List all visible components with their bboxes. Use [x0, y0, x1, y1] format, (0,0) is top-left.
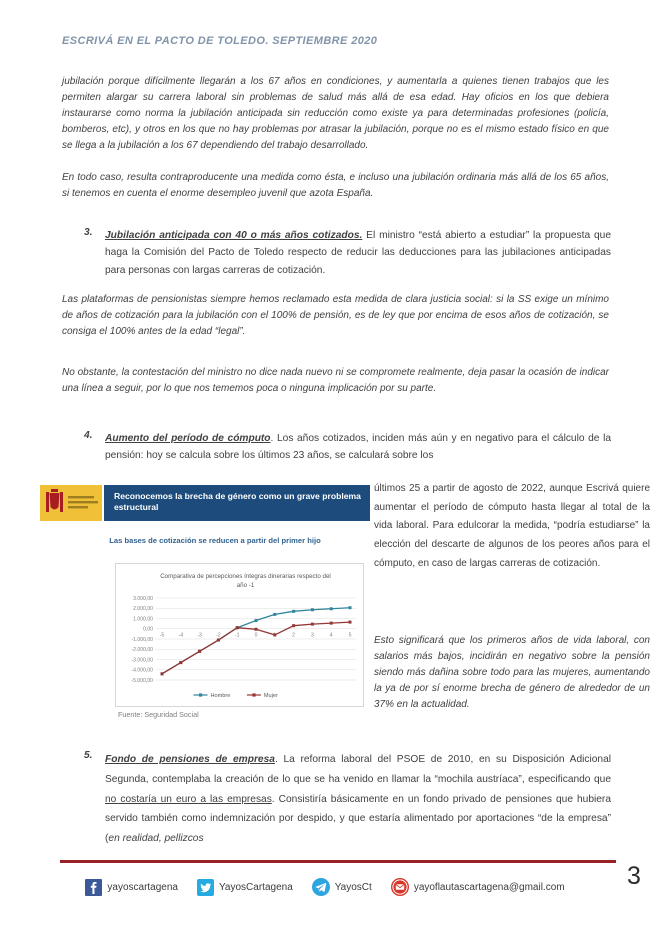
facebook-icon: [85, 879, 102, 896]
list-item-3-number: 3.: [84, 227, 93, 238]
svg-text:-4.000,00: -4.000,00: [131, 667, 153, 674]
list-item-4-text: . Los años cotizados, inciden más aún y en negativo para el cálculo de la pensión: hoy se calcula sobre los últimos 23 años, se calculará sobre los: [105, 433, 612, 462]
page-number: 3: [627, 862, 641, 890]
svg-text:-1: -1: [234, 632, 240, 639]
svg-text:-2.000,00: -2.000,00: [131, 647, 153, 654]
item-4-italic-note: Esto significará que los primeros años de vida laboral, con salarios más bajos, incidirán en negativo sobre la pensión siendo más dañina sobre todo para las mujeres, aumentando la ya de por sí enorme brecha de género de alrededor de un 37% en la actualidad.: [374, 635, 650, 710]
footer-divider-rule: [60, 860, 616, 863]
list-item-5-italic-tail: en realidad, pellizcos: [108, 833, 204, 845]
paragraph-plataformas: Las plataformas de pensionistas siempre hemos reclamado esta medida de clara justicia social: si la SS exige un mínimo de años de cotización para la jubilación con el 100% de pensión, es de ley que por encima de esos años de cotización, se consiga el 100% antes de la edad “legal”.: [62, 294, 609, 337]
facebook-link[interactable]: [85, 879, 178, 896]
svg-text:-3: -3: [197, 632, 202, 639]
list-item-4-number: 4.: [84, 430, 93, 441]
svg-text:3.000,00: 3.000,00: [133, 595, 153, 602]
twitter-icon: [197, 879, 214, 896]
svg-text:5: 5: [348, 632, 352, 639]
list-item-3-text: El ministro “está abierto a estudiar” la propuesta que haga la Comisión del Pacto de Toledo respecto de reducir las deducciones para las jubilaciones anticipadas para personas con largas carreras de cotización.: [105, 230, 611, 276]
list-item-3-title: Jubilación anticipada con 40 o más años cotizados.: [105, 230, 363, 241]
gender-gap-infographic: [40, 483, 370, 725]
twitter-link[interactable]: [197, 879, 293, 896]
svg-text:-4: -4: [178, 632, 184, 639]
email-link[interactable]: [391, 878, 565, 896]
page-title: ESCRIVÁ EN EL PACTO DE TOLEDO. SEPTIEMBRE 2020: [62, 35, 378, 47]
list-item-5-text-1: . La reforma laboral del PSOE de 2010, en su Disposición Adicional Segunda, contemplaba la creación de lo que se ha venido en llamar la “mochila austríaca”, especificando que: [105, 754, 612, 785]
svg-text:-1.000,00: -1.000,00: [131, 636, 153, 643]
list-item-5-title: Fondo de pensiones de empresa: [105, 754, 275, 765]
list-item-5-text-2: . Consistiría básicamente en un fondo privado de pensiones que hubiera servido también como indemnización por despido, y que estaría alimentado por aportaciones “de la empresa” (: [105, 793, 611, 845]
chart-source: Fuente: Seguridad Social: [118, 710, 199, 719]
svg-text:3: 3: [310, 632, 314, 639]
svg-text:Mujer: Mujer: [263, 693, 278, 699]
gender-pay-gap-line-chart: [115, 563, 364, 707]
svg-text:-2: -2: [216, 632, 221, 639]
telegram-link[interactable]: [312, 878, 372, 896]
svg-text:2.000,00: 2.000,00: [133, 606, 153, 613]
list-item-5-underlined-phrase: no costaría un euro a las empresas: [105, 793, 272, 805]
item-4-wrap-text: últimos 25 a partir de agosto de 2022, aunque Escrivá quiere aumentar el período de cómputo hasta llegar al total de la vida laboral. Para edulcorar la medida, “podría estudiarse” la elección del descarte de algunos de los peores años para el cómputo, en caso de largas carreras de cotización.: [374, 483, 650, 569]
svg-text:0: 0: [254, 632, 258, 639]
svg-text:año -1: año -1: [236, 582, 255, 589]
telegram-icon: [312, 878, 330, 896]
svg-text:-3.000,00: -3.000,00: [131, 657, 153, 664]
svg-text:2: 2: [292, 632, 296, 639]
svg-text:-5: -5: [159, 632, 165, 639]
svg-text:-5.000,00: -5.000,00: [131, 677, 153, 684]
infographic-subtitle: Las bases de cotización se reducen a partir del primer hijo: [109, 536, 321, 545]
facebook-handle: yayoscartagena: [107, 881, 178, 893]
paragraph-jubilacion: jubilación porque difícilmente llegarán a los 67 años en condiciones, y aumentarla a quienes tienen trabajos que les permiten alargar su carrera laboral sin problemas de salud más allá de esa edad. Hay oficios en los que debiera instaurarse como norma la jubilación anticipada sin reducción como existe ya para determinadas profesiones (policía, bomberos, etc), y otros en los que no hay problemas por atrasar la jubilación, porque no es el mismo estado físico en que se llega a la jubilación a los 67 dependiendo del trabajo desarrollado.: [62, 76, 609, 151]
svg-text:Comparativa de percepciones ín: Comparativa de percepciones íntegras dinerarias respecto del: [160, 573, 331, 580]
svg-text:0,00: 0,00: [143, 626, 153, 633]
list-item-4-title: Aumento del período de cómputo: [105, 433, 271, 444]
svg-text:Hombre: Hombre: [210, 693, 231, 699]
paragraph-no-obstante: No obstante, la contestación del ministro no dice nada nuevo ni se compromete realmente, deja pasar la ocasión de indicar una línea a seguir, por lo que nos tememos poca o ninguna implicación por su parte.: [62, 367, 609, 394]
list-item-4: [84, 430, 611, 465]
svg-text:4: 4: [329, 632, 333, 639]
list-item-3: [84, 227, 611, 279]
spain-government-seguridad-social-logo: [40, 485, 102, 521]
email-address: yayoflautascartagena@gmail.com: [413, 881, 565, 893]
list-item-5-number: 5.: [84, 750, 93, 761]
svg-text:1.000,00: 1.000,00: [133, 616, 153, 623]
email-icon: [391, 878, 409, 896]
paragraph-en-todo-caso: En todo caso, resulta contraproducente una medida como ésta, e incluso una jubilación ordinaria más allá de los 65 años, si tenemos en cuenta el enorme desempleo juvenil que azota España.: [62, 172, 609, 199]
telegram-handle: YayosCt: [334, 881, 372, 893]
infographic-banner: Reconocemos la brecha de género como un grave problema estructural: [104, 485, 370, 521]
twitter-handle: YayosCartagena: [219, 881, 293, 893]
footer-contact-bar: [40, 878, 610, 896]
list-item-5: [84, 750, 611, 849]
